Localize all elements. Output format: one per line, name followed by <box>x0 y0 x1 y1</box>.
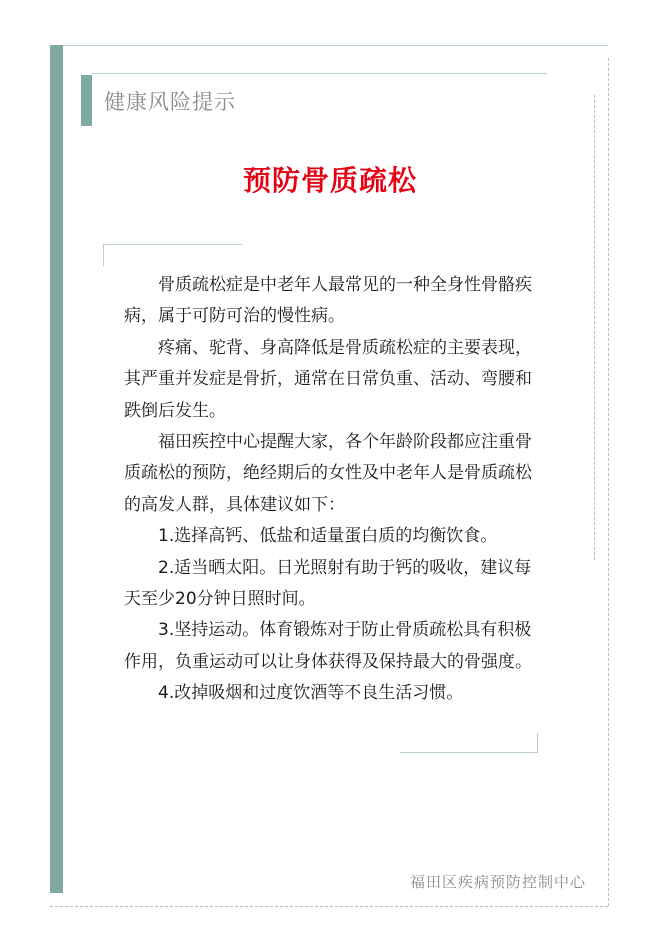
document-title: 预防骨质疏松 <box>242 164 417 197</box>
frame-top-line <box>63 45 608 46</box>
corner-bracket-top-vertical <box>103 244 104 266</box>
advice-item-diet: 1.选择高钙、低盐和适量蛋白质的均衡饮食。 <box>158 526 498 547</box>
header-top-line <box>92 73 547 74</box>
frame-bottom-dashed-border <box>50 906 608 907</box>
corner-bracket-bottom-vertical <box>537 733 538 753</box>
header-accent-bar <box>81 75 92 126</box>
corner-bracket-top <box>103 244 242 245</box>
section-label: 健康风险提示 <box>104 90 236 114</box>
footer-organization: 福田区疾病预防控制中心 <box>409 873 586 891</box>
article-body <box>124 270 534 710</box>
corner-bracket-bottom <box>400 752 537 753</box>
paragraph-intro: 骨质疏松症是中老年人最常见的一种全身性骨骼疾病，属于可防可治的慢性病。 <box>124 275 532 327</box>
paragraph-advice-intro: 福田疾控中心提醒大家，各个年龄阶段都应注重骨质疏松的预防，绝经期后的女性及中老年人是骨质疏松的高发人群，具体建议如下： <box>124 432 532 515</box>
advice-item-exercise: 3.坚持运动。体育锻炼对于防止骨质疏松具有积极作用，负重运动可以让身体获得及保持最大的骨强度。 <box>124 620 532 672</box>
advice-item-sunlight: 2.适当晒太阳。日光照射有助于钙的吸收，建议每天至少20分钟日照时间。 <box>124 557 532 610</box>
paragraph-symptoms: 疼痛、驼背、身高降低是骨质疏松症的主要表现，其严重并发症是骨折，通常在日常负重、活动、弯腰和跌倒后发生。 <box>124 337 532 421</box>
advice-item-habits: 4.改掉吸烟和过度饮酒等不良生活习惯。 <box>158 683 464 704</box>
